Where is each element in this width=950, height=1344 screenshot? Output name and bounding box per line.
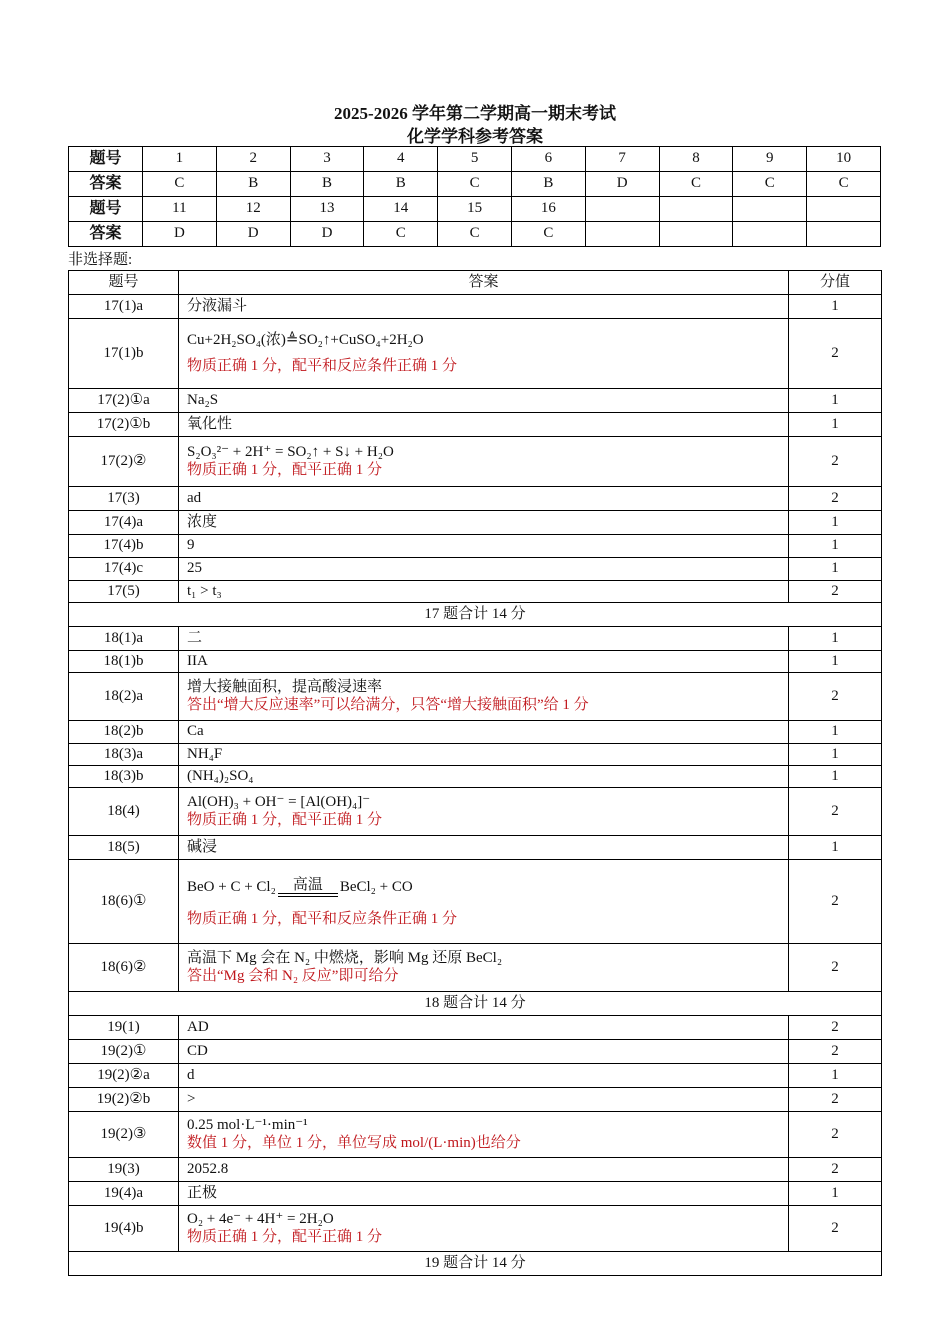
answer-text: 碱浸: [187, 838, 218, 855]
score-cell: 2: [789, 1158, 882, 1182]
score-cell: 2: [789, 437, 882, 487]
answer-text: >: [187, 1090, 196, 1107]
mc-question-number: 2: [216, 147, 290, 172]
answer-cell: [179, 295, 789, 319]
answer-text: Ca: [187, 723, 204, 740]
question-number: 17(4)c: [69, 558, 179, 581]
answer-text: 正极: [187, 1184, 218, 1201]
question-number: 19(4)a: [69, 1182, 179, 1206]
mc-question-number: [585, 197, 659, 222]
score-cell: 2: [789, 944, 882, 992]
grading-note: 答出“Mg 会和 N₂ 反应”即可给分: [187, 967, 399, 984]
score-cell: 1: [789, 1182, 882, 1206]
answer-text: Cu+2H₂SO₄(浓)≜SO₂↑+CuSO₄+2H₂O: [187, 332, 424, 349]
question-number: 19(2)②b: [69, 1088, 179, 1112]
page-title: 2025-2026 学年第二学期高一期末考试: [334, 104, 616, 123]
score-cell: 1: [789, 295, 882, 319]
answer-row: [69, 581, 882, 603]
answer-cell: [179, 1182, 789, 1206]
grading-note: 答出“增大反应速率”可以给满分，只答“增大接触面积”给 1 分: [187, 696, 589, 713]
mc-row: [69, 222, 881, 247]
answer-cell: [179, 721, 789, 744]
answer-text: 浓度: [187, 513, 218, 530]
answer-row: [69, 1158, 882, 1182]
grading-note: 物质正确 1 分，配平和反应条件正确 1 分: [187, 911, 458, 928]
mc-answer-cell: C: [364, 222, 438, 247]
answer-cell: [179, 1088, 789, 1112]
answer-text: 分液漏斗: [187, 297, 248, 314]
answer-text: 2052.8: [187, 1160, 229, 1177]
score-cell: 2: [789, 788, 882, 836]
score-cell: 2: [789, 673, 882, 721]
score-cell: 1: [789, 413, 882, 437]
answer-text: 氧化性: [187, 415, 233, 432]
question-number: 19(2)①: [69, 1040, 179, 1064]
answer-cell: [179, 413, 789, 437]
mc-answer-cell: B: [290, 172, 364, 197]
answer-cell: [179, 627, 789, 651]
question-number: 18(3)a: [69, 744, 179, 766]
score-cell: 2: [789, 319, 882, 389]
score-cell: 2: [789, 581, 882, 603]
score-cell: 1: [789, 1064, 882, 1088]
answer-cell: [179, 836, 789, 860]
answer-row: [69, 535, 882, 558]
equation-products: BeCl₂ + CO: [339, 879, 413, 896]
question-number: 18(5): [69, 836, 179, 860]
answer-text: 二: [187, 629, 203, 646]
answer-row: [69, 1088, 882, 1112]
mc-answer-cell: C: [733, 172, 807, 197]
header-score: 分值: [789, 271, 882, 295]
answer-text: ad: [187, 489, 202, 506]
score-cell: 1: [789, 535, 882, 558]
mc-question-number: 6: [511, 147, 585, 172]
answer-cell: [179, 1112, 789, 1158]
equals-bar: [278, 893, 338, 897]
answer-cell: [179, 673, 789, 721]
answer-text: 25: [187, 560, 202, 577]
answer-cell: [179, 944, 789, 992]
answer-row: [69, 487, 882, 511]
score-cell: 1: [789, 558, 882, 581]
answer-cell: [179, 651, 789, 673]
mc-answer-cell: [585, 222, 659, 247]
mc-question-number: 3: [290, 147, 364, 172]
answer-cell: [179, 860, 789, 944]
mc-answer-cell: C: [511, 222, 585, 247]
mc-question-number: 13: [290, 197, 364, 222]
grading-note: 物质正确 1 分，配平正确 1 分: [187, 811, 383, 828]
question-number: 18(1)b: [69, 651, 179, 673]
mc-row: [69, 147, 881, 172]
mc-answer-cell: B: [216, 172, 290, 197]
answer-cell: [179, 744, 789, 766]
score-cell: 1: [789, 651, 882, 673]
condition-label: 高温: [292, 877, 323, 894]
score-cell: 1: [789, 389, 882, 413]
answer-text: 0.25 mol·L⁻¹·min⁻¹: [187, 1117, 308, 1134]
answer-cell: [179, 788, 789, 836]
mc-question-number: 8: [659, 147, 733, 172]
answer-text: CD: [187, 1042, 208, 1059]
grading-note: 数值 1 分，单位 1 分，单位写成 mol/(L·min)也给分: [187, 1134, 521, 1151]
answer-row: [69, 627, 882, 651]
answer-cell: [179, 511, 789, 535]
question-number: 18(4): [69, 788, 179, 836]
mc-question-number: 11: [143, 197, 217, 222]
question-number: 19(2)②a: [69, 1064, 179, 1088]
mc-question-number: 9: [733, 147, 807, 172]
answer-row: [69, 437, 882, 487]
mc-question-label: 题号: [69, 147, 143, 172]
answer-text: (NH₄)₂SO₄: [187, 767, 254, 784]
mc-answer-cell: B: [364, 172, 438, 197]
grading-note: 物质正确 1 分，配平正确 1 分: [187, 461, 383, 478]
mc-question-number: 10: [807, 147, 881, 172]
grading-note: 物质正确 1 分，配平正确 1 分: [187, 1228, 383, 1245]
answer-text: S₂O₃²⁻ + 2H⁺ = SO₂↑ + S↓ + H₂O: [187, 444, 394, 461]
grading-note: 物质正确 1 分，配平和反应条件正确 1 分: [187, 357, 458, 374]
mc-row: [69, 172, 881, 197]
table-header-row: [69, 271, 882, 295]
answer-cell: [179, 437, 789, 487]
subtotal-row: [69, 603, 882, 627]
question-number: 17(1)a: [69, 295, 179, 319]
answer-cell: [179, 1206, 789, 1252]
score-cell: 2: [789, 1040, 882, 1064]
question-number: 18(3)b: [69, 766, 179, 788]
answer-text: NH₄F: [187, 745, 223, 762]
question-number: 18(6)①: [69, 860, 179, 944]
header-question: 题号: [69, 271, 179, 295]
subtotal-text: 18 题合计 14 分: [69, 992, 882, 1016]
score-cell: 2: [789, 487, 882, 511]
mc-question-number: 14: [364, 197, 438, 222]
answer-row: [69, 295, 882, 319]
answer-row: [69, 944, 882, 992]
question-number: 19(3): [69, 1158, 179, 1182]
question-number: 17(2)②: [69, 437, 179, 487]
answer-text: 9: [187, 537, 195, 554]
question-number: 19(1): [69, 1016, 179, 1040]
answer-cell: [179, 581, 789, 603]
mc-question-number: 16: [511, 197, 585, 222]
answer-row: [69, 860, 882, 944]
answer-row: [69, 721, 882, 744]
mc-question-number: [807, 197, 881, 222]
score-cell: 2: [789, 1016, 882, 1040]
score-cell: 1: [789, 744, 882, 766]
score-cell: 2: [789, 860, 882, 944]
mc-question-number: [733, 197, 807, 222]
mc-answer-cell: D: [585, 172, 659, 197]
answer-cell: [179, 1016, 789, 1040]
answer-text: IIA: [187, 652, 208, 669]
score-cell: 1: [789, 836, 882, 860]
mc-answer-label: 答案: [69, 222, 143, 247]
subtotal-row: [69, 1252, 882, 1276]
answer-cell: [179, 1064, 789, 1088]
mc-answer-label: 答案: [69, 172, 143, 197]
answer-row: [69, 1016, 882, 1040]
question-number: 19(2)③: [69, 1112, 179, 1158]
question-number: 17(1)b: [69, 319, 179, 389]
mc-answer-cell: C: [438, 172, 512, 197]
answer-cell: [179, 766, 789, 788]
reaction-condition: [278, 878, 338, 897]
mc-answer-cell: C: [807, 172, 881, 197]
score-cell: 1: [789, 511, 882, 535]
mc-row: [69, 197, 881, 222]
equation-reactants: BeO + C + Cl₂: [187, 879, 276, 896]
answer-row: [69, 744, 882, 766]
non-choice-answer-table: [68, 270, 882, 1276]
mc-question-label: 题号: [69, 197, 143, 222]
question-number: 18(6)②: [69, 944, 179, 992]
question-number: 18(2)a: [69, 673, 179, 721]
mc-answer-cell: [659, 222, 733, 247]
subtotal-row: [69, 992, 882, 1016]
mc-question-number: [659, 197, 733, 222]
answer-cell: [179, 558, 789, 581]
question-number: 17(4)b: [69, 535, 179, 558]
answer-cell: [179, 319, 789, 389]
subtotal-text: 17 题合计 14 分: [69, 603, 882, 627]
answer-row: [69, 673, 882, 721]
mc-question-number: 1: [143, 147, 217, 172]
header-answer: 答案: [179, 271, 789, 295]
score-cell: 2: [789, 1206, 882, 1252]
equation-with-condition: [187, 878, 788, 897]
score-cell: 1: [789, 627, 882, 651]
score-cell: 2: [789, 1112, 882, 1158]
mc-question-number: 12: [216, 197, 290, 222]
answer-text: O₂ + 4e⁻ + 4H⁺ = 2H₂O: [187, 1211, 334, 1228]
mc-question-number: 5: [438, 147, 512, 172]
answer-row: [69, 1040, 882, 1064]
question-number: 19(4)b: [69, 1206, 179, 1252]
answer-cell: [179, 1040, 789, 1064]
answer-row: [69, 836, 882, 860]
score-cell: 2: [789, 1088, 882, 1112]
section-label: 非选择题:: [68, 252, 133, 268]
answer-row: [69, 319, 882, 389]
mc-answer-cell: [733, 222, 807, 247]
score-cell: 1: [789, 766, 882, 788]
mc-question-number: 4: [364, 147, 438, 172]
mc-answer-cell: C: [659, 172, 733, 197]
mc-question-number: 7: [585, 147, 659, 172]
answer-cell: [179, 389, 789, 413]
answer-row: [69, 766, 882, 788]
answer-text: Al(OH)₃ + OH⁻ = [Al(OH)₄]⁻: [187, 794, 371, 811]
subtotal-text: 19 题合计 14 分: [69, 1252, 882, 1276]
answer-row: [69, 389, 882, 413]
answer-row: [69, 511, 882, 535]
answer-row: [69, 788, 882, 836]
answer-row: [69, 1112, 882, 1158]
answer-cell: [179, 535, 789, 558]
answer-row: [69, 1182, 882, 1206]
answer-text: Na₂S: [187, 391, 219, 408]
question-number: 17(3): [69, 487, 179, 511]
answer-cell: [179, 1158, 789, 1182]
mc-answer-cell: C: [143, 172, 217, 197]
answer-row: [69, 1206, 882, 1252]
answer-cell: [179, 487, 789, 511]
multiple-choice-answer-table: [68, 146, 881, 247]
question-number: 18(1)a: [69, 627, 179, 651]
question-number: 17(5): [69, 581, 179, 603]
mc-answer-cell: D: [290, 222, 364, 247]
mc-answer-cell: D: [216, 222, 290, 247]
mc-answer-cell: B: [511, 172, 585, 197]
answer-text: d: [187, 1066, 195, 1083]
answer-text: t₁ > t₃: [187, 582, 222, 599]
answer-text: 增大接触面积，提高酸浸速率: [187, 679, 383, 696]
question-number: 17(2)①b: [69, 413, 179, 437]
answer-row: [69, 651, 882, 673]
mc-question-number: 15: [438, 197, 512, 222]
question-number: 17(2)①a: [69, 389, 179, 413]
score-cell: 1: [789, 721, 882, 744]
answer-text: 高温下 Mg 会在 N₂ 中燃烧，影响 Mg 还原 BeCl₂: [187, 950, 503, 967]
answer-row: [69, 558, 882, 581]
page-subtitle: 化学学科参考答案: [407, 127, 543, 146]
question-number: 17(4)a: [69, 511, 179, 535]
answer-row: [69, 413, 882, 437]
mc-answer-cell: D: [143, 222, 217, 247]
question-number: 18(2)b: [69, 721, 179, 744]
answer-text: AD: [187, 1018, 209, 1035]
mc-answer-cell: C: [438, 222, 512, 247]
answer-row: [69, 1064, 882, 1088]
mc-answer-cell: [807, 222, 881, 247]
